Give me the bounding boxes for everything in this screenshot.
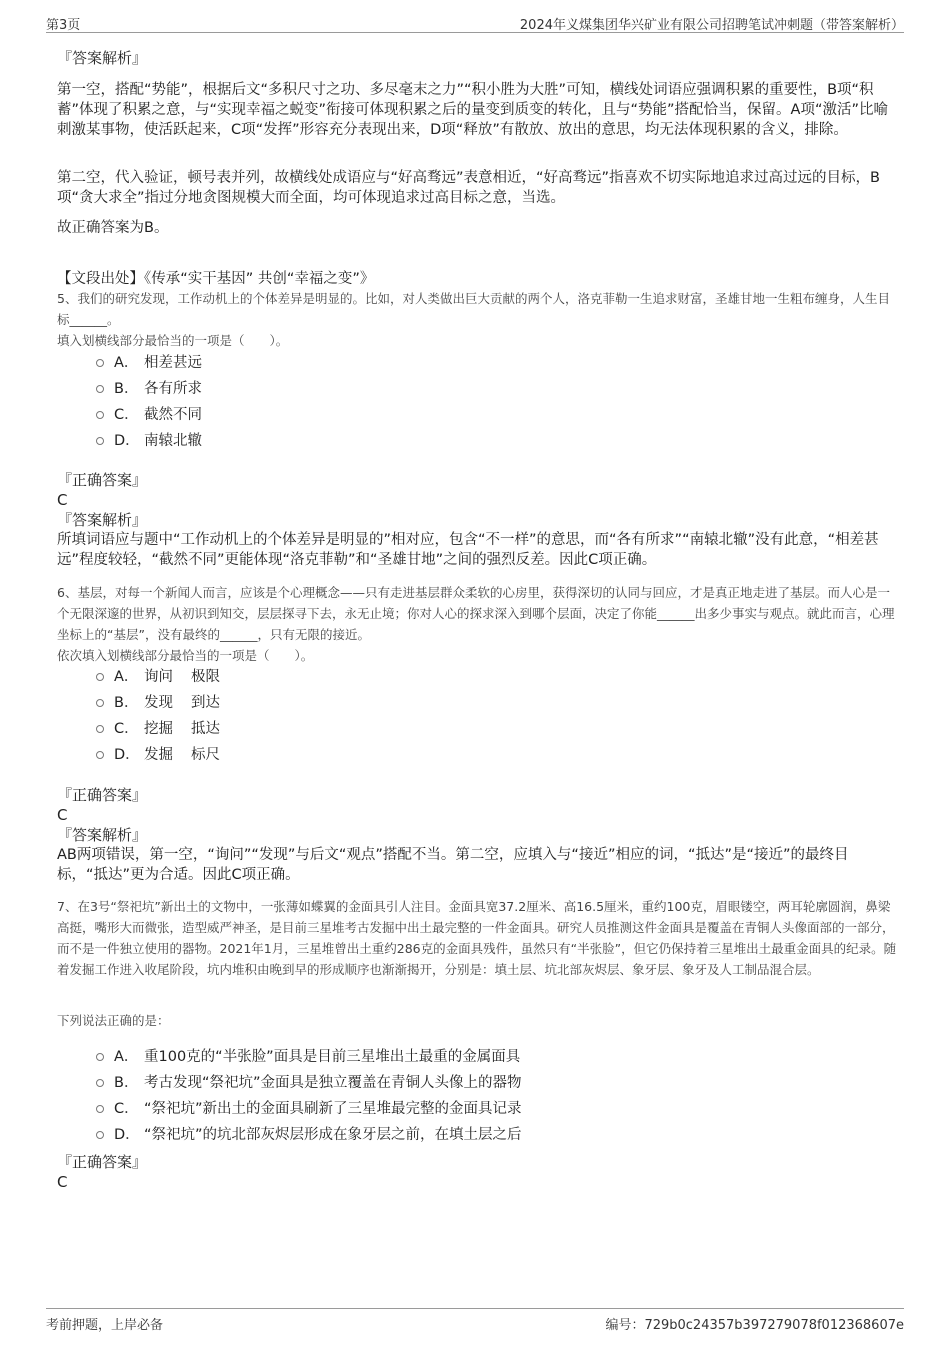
- q4-analysis-label: 『答案解析』: [57, 49, 148, 67]
- q7-option-c[interactable]: C． “祭祀坑”新出土的金面具刷新了三星堆最完整的金面具记录: [96, 1094, 522, 1120]
- footer-slogan: 考前押题，上岸必备: [46, 1318, 164, 1333]
- radio-icon[interactable]: [96, 751, 104, 759]
- q6-option-b[interactable]: B． 发现 到达: [96, 688, 220, 714]
- radio-icon[interactable]: [96, 725, 104, 733]
- radio-icon[interactable]: [96, 1131, 104, 1139]
- radio-icon[interactable]: [96, 699, 104, 707]
- q7-stem: 7、在3号“祭祀坑”新出土的文物中，一张薄如蝶翼的金面具引人注目。金面具宽37.2厘米、高16.5厘米，重约100克，眉眼镂空，两耳轮廓圆润，鼻梁高挺，嘴形大而微张，造型威严神圣，是目前三星堆考古发掘中出土最完整的一件金面具。研究人员推测这件金面具是覆盖在青铜人头像面部的一部分，而不是一件独立使用的器物。2021年1月，三星堆曾出土重约286克的金面具残件，虽然只有“半张脸”，但它仍保持着三星堆出土最重金面具的纪录。随着发掘工作进入收尾阶段，坑内堆积由晚到早的形成顺序也渐渐揭开，分别是：填土层、坑北部灰烬层、象牙层、象牙及人工制品混合层。: [57, 899, 897, 977]
- q6-answer-section: [57, 785, 897, 885]
- q7-answer-section: [57, 1152, 897, 1192]
- q5-options: [96, 348, 202, 452]
- q6-prompt: 依次填入划横线部分最恰当的一项是（ ）。: [57, 648, 314, 663]
- q7-answer: C: [57, 1173, 68, 1191]
- page-number: 第3页: [46, 18, 81, 33]
- q5-prompt: 填入划横线部分最恰当的一项是（ ）。: [57, 333, 289, 348]
- q7-prompt: 下列说法正确的是：: [57, 1013, 170, 1028]
- q7-option-d[interactable]: D． “祭祀坑”的坑北部灰烬层形成在象牙层之前，在填土层之后: [96, 1120, 522, 1146]
- q5-option-b[interactable]: B． 各有所求: [96, 374, 202, 400]
- document-title: 2024年义煤集团华兴矿业有限公司招聘笔试冲刺题（带答案解析）: [519, 18, 904, 33]
- q4-analysis-para2: 第二空，代入验证，顿号表并列，故横线处成语应与“好高骛远”表意相近，“好高骛远”指喜欢不切实际地追求过高过远的目标，B项“贪大求全”指过分地贪图规模大而全面，均可体现追求过高目标之意，当选。: [57, 170, 880, 206]
- radio-icon[interactable]: [96, 1105, 104, 1113]
- q6-analysis-label: 『答案解析』: [57, 826, 148, 844]
- q6-options: [96, 662, 220, 766]
- radio-icon[interactable]: [96, 359, 104, 367]
- q6-option-a[interactable]: A． 询问 极限: [96, 662, 220, 688]
- radio-icon[interactable]: [96, 1079, 104, 1087]
- q5-option-d[interactable]: D． 南辕北辙: [96, 426, 202, 452]
- radio-icon[interactable]: [96, 385, 104, 393]
- document-id: 编号：729b0c24357b397279078f012368607e: [605, 1318, 904, 1333]
- q7-option-a[interactable]: A． 重100克的“半张脸”面具是目前三星堆出土最重的金属面具: [96, 1042, 522, 1068]
- q7-answer-label: 『正确答案』: [57, 1153, 148, 1171]
- q5-analysis-label: 『答案解析』: [57, 511, 148, 529]
- q6-stem: 6、基层，对每一个新闻人而言，应该是个心理概念——只有走进基层群众柔软的心房里，获得深切的认同与回应，才是真正地走进了基层。而人心是一个无限深邃的世界，从初识到知交，层层探寻下去，永无止境；你对人心的探求深入到哪个层面，决定了你能______出多少事实与观点。就此而言，心理坐标上的“基层”，没有最终的______，只有无限的接近。 依次填入划横线部分最恰当的一项是（ ）。: [57, 582, 897, 666]
- q7-option-b[interactable]: B． 考古发现“祭祀坑”金面具是独立覆盖在青铜人头像上的器物: [96, 1068, 522, 1094]
- q5-analysis: 所填词语应与题中“工作动机上的个体差异是明显的”相对应，包含“不一样”的意思，而“各有所求”“南辕北辙”没有此意，“相差甚远”程度较轻，“截然不同”更能体现“洛克菲勒”和“圣雄甘地”之间的强烈反差。因此C项正确。: [57, 532, 879, 568]
- page-footer: [46, 1308, 904, 1335]
- q5-answer: C: [57, 491, 68, 509]
- q4-conclusion: 故正确答案为B。: [57, 220, 169, 236]
- q6-option-c[interactable]: C． 挖掘 抵达: [96, 714, 220, 740]
- q6-answer: C: [57, 806, 68, 824]
- q7-options: [96, 1042, 522, 1146]
- q6-analysis: AB两项错误，第一空，“询问”“发现”与后文“观点”搭配不当。第二空，应填入与“接近”相应的词，“抵达”是“接近”的最终目标，“抵达”更为合适。因此C项正确。: [57, 847, 849, 883]
- q5-stem: 5、我们的研究发现，工作动机上的个体差异是明显的。比如，对人类做出巨大贡献的两个人，洛克菲勒一生追求财富，圣雄甘地一生粗布缠身，人生目标______。 填入划横线部分最恰当的一项是（ ）。: [57, 288, 897, 351]
- radio-icon[interactable]: [96, 437, 104, 445]
- q6-answer-label: 『正确答案』: [57, 786, 148, 804]
- radio-icon[interactable]: [96, 411, 104, 419]
- q5-option-c[interactable]: C． 截然不同: [96, 400, 202, 426]
- page-header: [46, 12, 904, 33]
- q6-option-d[interactable]: D． 发掘 标尺: [96, 740, 220, 766]
- q4-analysis-para1: 第一空，搭配“势能”，根据后文“多积尺寸之功、多尽毫末之力”“积小胜为大胜”可知，横线处词语应强调积累的重要性，B项“积蓄”体现了积累之意，与“实现幸福之蜕变”衔接可体现积累之后的量变到质变的转化，且与“势能”搭配恰当，保留。A项“激活”比喻刺激某事物，使活跃起来，C项“发挥”形容充分表现出来，D项“释放”有散放、放出的意思，均无法体现积累的含义，排除。: [57, 82, 888, 138]
- q5-option-a[interactable]: A． 相差甚远: [96, 348, 202, 374]
- q4-source: 【文段出处】《传承“实干基因” 共创“幸福之变”》: [57, 270, 375, 287]
- radio-icon[interactable]: [96, 673, 104, 681]
- q5-answer-section: [57, 470, 897, 570]
- radio-icon[interactable]: [96, 1053, 104, 1061]
- q5-answer-label: 『正确答案』: [57, 471, 148, 489]
